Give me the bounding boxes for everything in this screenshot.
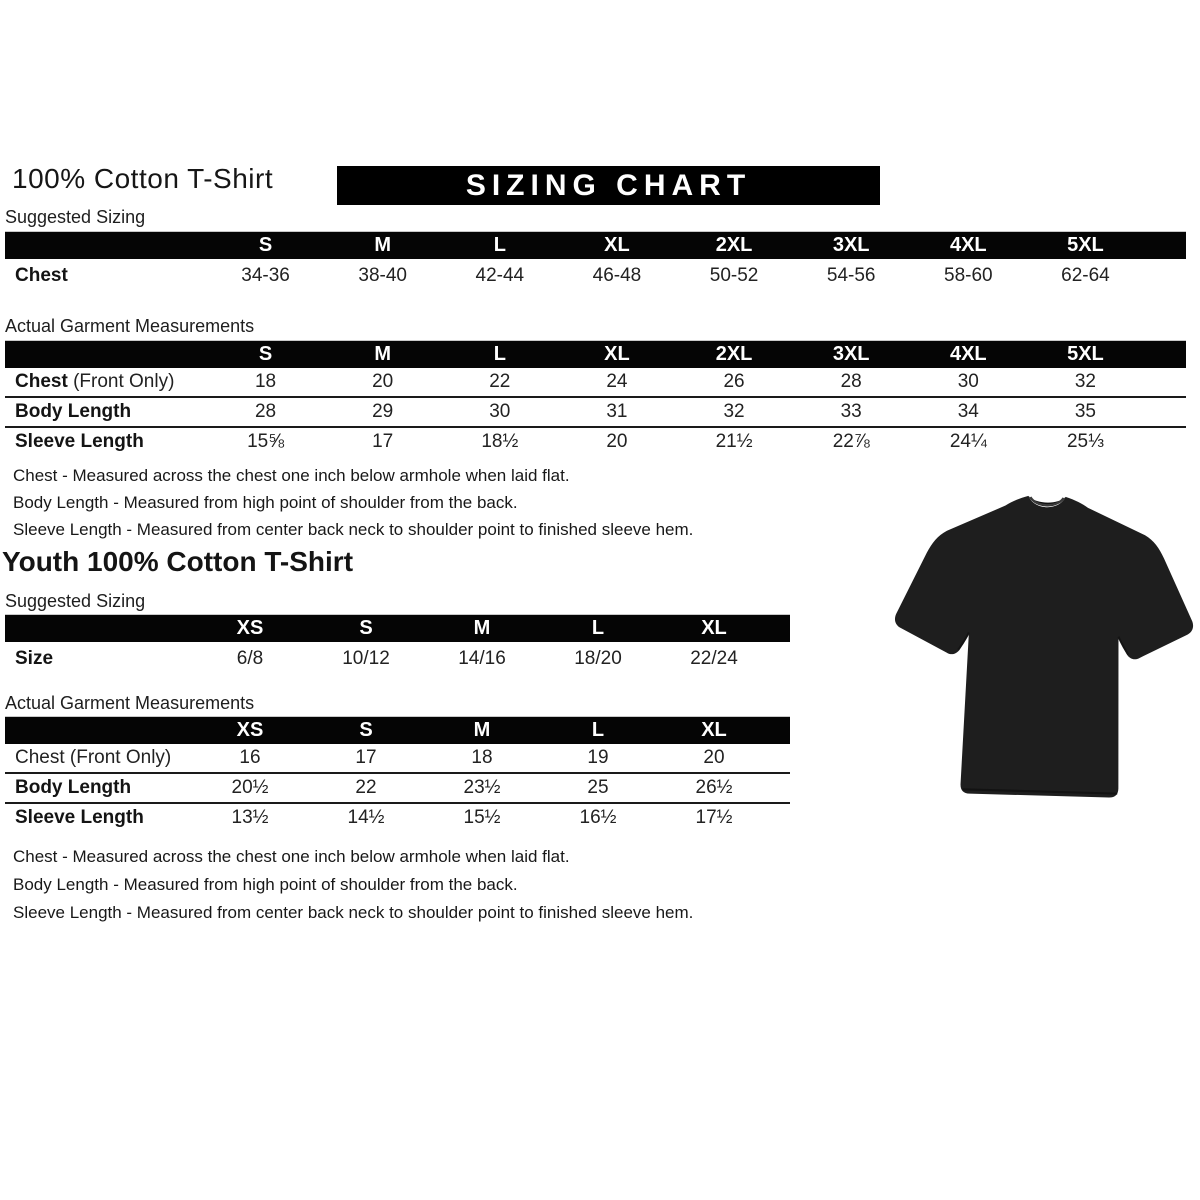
table-row (5, 396, 1186, 426)
sizing-chart-banner: SIZING CHART (337, 166, 880, 205)
measurement-value: 20½ (231, 777, 269, 798)
measurement-value: 50-52 (709, 264, 759, 286)
size-column-header: XS (236, 617, 264, 639)
row-label (5, 807, 192, 829)
measurement-value: 28 (254, 401, 277, 422)
youth-actual-measurements-table (5, 716, 790, 832)
row-label (5, 747, 192, 769)
size-column-header: M (374, 234, 392, 256)
size-column-header: M (473, 719, 491, 741)
adult-measurement-notes (13, 462, 693, 543)
measurement-value: 22 (489, 371, 511, 392)
measurement-value: 25⅓ (1066, 431, 1104, 452)
row-label (5, 371, 207, 393)
youth-section-title: Youth 100% Cotton T-Shirt (2, 546, 354, 577)
size-column-header: 2XL (715, 234, 753, 256)
tshirt-body-shape (890, 492, 1196, 800)
row-label (5, 648, 192, 670)
measurement-value: 17 (372, 431, 394, 452)
measurement-value: 13½ (231, 807, 269, 828)
measurement-value: 58-60 (944, 264, 993, 286)
size-column-header: 5XL (1067, 234, 1104, 256)
row-label (5, 777, 192, 799)
table-row (5, 368, 1186, 396)
youth-measurement-notes (13, 843, 693, 927)
measurement-value: 34-36 (241, 264, 290, 286)
table-header-bar (5, 232, 1186, 259)
measurement-value: 20 (606, 431, 628, 452)
measurement-value: 10/12 (342, 647, 390, 669)
measurement-value: 38-40 (358, 264, 407, 286)
measurement-value: 35 (1074, 401, 1096, 422)
measurement-value: 25 (587, 777, 609, 798)
measurement-value: 6/8 (236, 647, 264, 669)
measurement-value: 42-44 (475, 264, 525, 286)
size-column-header: S (258, 234, 273, 256)
measurement-value: 18½ (481, 431, 519, 452)
youth-suggested-sizing-label: Suggested Sizing (5, 591, 146, 611)
table-header-bar (5, 341, 1186, 368)
size-column-header: 3XL (832, 234, 870, 256)
measurement-value: 14½ (347, 807, 385, 828)
measurement-note-line: Body Length - Measured from high point of shoulder from the back. (13, 493, 518, 512)
adult-actual-measurements-label: Actual Garment Measurements (5, 316, 255, 336)
table-row (5, 259, 1186, 292)
adult-suggested-sizing-label: Suggested Sizing (5, 207, 146, 227)
measurement-note-line: Chest - Measured across the chest one inch below armhole when laid flat. (13, 466, 570, 485)
size-column-header: 3XL (832, 343, 870, 365)
youth-actual-measurements-label: Actual Garment Measurements (5, 693, 255, 713)
measurement-value: 30 (489, 401, 511, 422)
size-column-header: XS (236, 719, 264, 741)
size-column-header: L (493, 343, 506, 365)
table-row (5, 772, 790, 802)
measurement-value: 24 (606, 371, 628, 392)
table-row (5, 642, 790, 675)
size-column-header: XL (701, 719, 727, 741)
black-tshirt-photo (888, 486, 1198, 808)
row-label-strong: Body Length (15, 401, 132, 422)
size-column-header: XL (701, 617, 727, 639)
measurement-value: 62-64 (1061, 264, 1110, 286)
adult-section-title: 100% Cotton T-Shirt (12, 163, 274, 194)
row-label-strong: Sleeve Length (15, 431, 144, 452)
size-column-header: 4XL (949, 234, 987, 256)
row-label-strong: Size (15, 647, 54, 669)
youth-suggested-sizing-table (5, 614, 790, 675)
row-label (5, 401, 207, 423)
size-column-header: 4XL (949, 343, 987, 365)
size-column-header: L (591, 719, 605, 741)
measurement-value: 33 (840, 401, 862, 422)
measurement-value: 28 (840, 371, 862, 392)
adult-actual-measurements-table (5, 340, 1186, 456)
measurement-value: 20 (703, 747, 725, 768)
measurement-value: 15½ (463, 807, 501, 828)
row-label-strong: Body Length (15, 777, 132, 798)
size-column-header: L (493, 234, 506, 256)
size-column-header: 5XL (1067, 343, 1104, 365)
table-header-bar (5, 717, 790, 744)
measurement-value: 22⅞ (832, 431, 870, 452)
measurement-value: 21½ (715, 431, 753, 452)
size-column-header: M (473, 617, 491, 639)
measurement-value: 30 (957, 371, 979, 392)
measurement-note-line: Sleeve Length - Measured from center back neck to shoulder point to finished sleeve hem. (13, 520, 694, 539)
measurement-value: 18/20 (574, 647, 622, 669)
row-label-rest: Chest (Front Only) (15, 747, 172, 768)
table-row (5, 744, 790, 772)
row-label-strong: Chest (15, 371, 68, 392)
measurement-value: 23½ (463, 777, 501, 798)
size-column-header: XL (604, 234, 630, 256)
measurement-note-line: Body Length - Measured from high point of shoulder from the back. (13, 875, 518, 894)
measurement-value: 34 (957, 401, 979, 422)
measurement-value: 24¼ (949, 431, 987, 452)
measurement-value: 17½ (695, 807, 733, 828)
measurement-value: 46-48 (592, 264, 642, 286)
measurement-value: 22/24 (690, 647, 738, 669)
measurement-value: 15⅝ (247, 431, 285, 452)
measurement-value: 20 (372, 371, 394, 392)
row-label (5, 265, 207, 287)
table-row (5, 426, 1186, 456)
row-label (5, 431, 207, 453)
size-column-header: XL (604, 343, 630, 365)
measurement-note-line: Sleeve Length - Measured from center back neck to shoulder point to finished sleeve hem. (13, 903, 694, 922)
measurement-value: 54-56 (826, 264, 876, 286)
row-label-rest: (Front Only) (67, 371, 175, 392)
table-header-bar (5, 615, 790, 642)
row-label-strong: Sleeve Length (15, 807, 144, 828)
measurement-value: 14/16 (458, 647, 506, 669)
measurement-value: 16½ (579, 807, 617, 828)
measurement-value: 22 (355, 777, 377, 798)
size-column-header: S (359, 719, 373, 741)
measurement-note-line: Chest - Measured across the chest one inch below armhole when laid flat. (13, 847, 570, 866)
measurement-value: 17 (355, 747, 377, 768)
measurement-value: 32 (723, 401, 745, 422)
measurement-value: 26½ (695, 777, 733, 798)
size-column-header: L (591, 617, 605, 639)
size-column-header: 2XL (715, 343, 753, 365)
measurement-value: 29 (372, 401, 394, 422)
measurement-value: 26 (723, 371, 745, 392)
row-label-strong: Chest (15, 264, 68, 286)
measurement-value: 19 (587, 747, 609, 768)
measurement-value: 18 (471, 747, 493, 768)
measurement-value: 16 (239, 747, 261, 768)
adult-suggested-sizing-table (5, 231, 1186, 292)
tshirt-illustration (888, 486, 1198, 808)
size-column-header: S (359, 617, 373, 639)
measurement-value: 31 (606, 401, 628, 422)
table-row (5, 802, 790, 832)
size-column-header: S (258, 343, 273, 365)
measurement-value: 32 (1074, 371, 1096, 392)
measurement-value: 18 (254, 371, 277, 392)
size-column-header: M (374, 343, 392, 365)
